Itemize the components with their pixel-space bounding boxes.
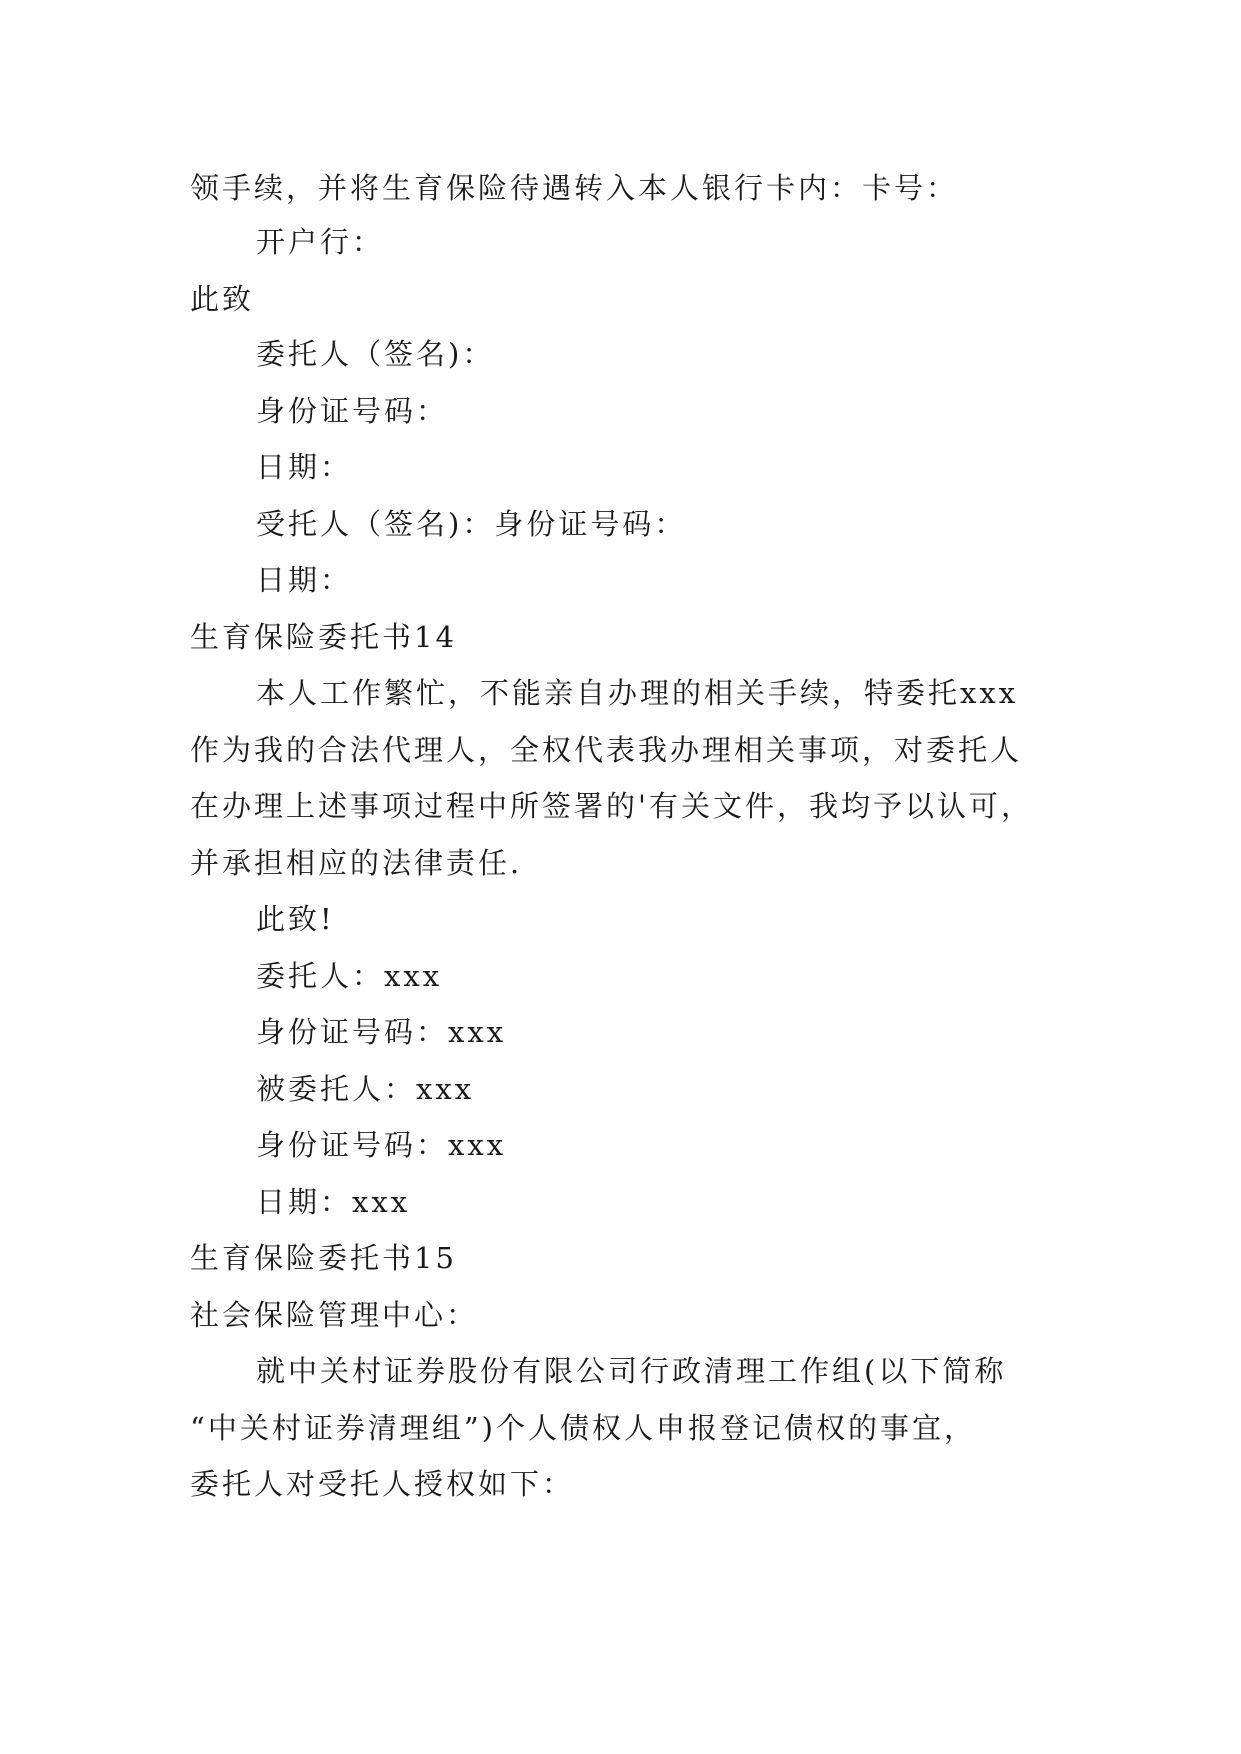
text-line: 日期： [256, 563, 353, 597]
text-line: 委托人：xxx [256, 959, 443, 993]
text-line: 在办理上述事项过程中所签署的'有关文件，我均予以认可， [190, 789, 1033, 823]
text-line: 日期：xxx [256, 1185, 411, 1219]
text-line: 本人工作繁忙，不能亲自办理的相关手续，特委托xxx [256, 676, 1019, 710]
text-line: 开户行： [256, 225, 385, 259]
text-line: 作为我的合法代理人，全权代表我办理相关事项，对委托人 [190, 733, 1023, 767]
text-line: 被委托人：xxx [256, 1072, 475, 1106]
text-line: 社会保险管理中心： [190, 1298, 479, 1332]
text-line: 就中关村证券股份有限公司行政清理工作组(以下简称 [256, 1354, 1007, 1388]
text-line: 委托人（签名)： [256, 337, 495, 371]
text-line: 身份证号码：xxx [256, 1015, 507, 1049]
text-line: “中关村证券清理组”)个人债权人申报登记债权的事宜， [190, 1411, 976, 1445]
text-line: 身份证号码： [256, 394, 449, 428]
text-line: 身份证号码：xxx [256, 1128, 507, 1162]
text-line: 领手续，并将生育保险待遇转入本人银行卡内：卡号： [190, 171, 959, 205]
text-line: 委托人对受托人授权如下： [190, 1467, 575, 1501]
section-heading: 生育保险委托书14 [190, 620, 457, 654]
text-line: 日期： [256, 450, 353, 484]
text-line: 此致! [256, 902, 335, 936]
section-heading: 生育保险委托书15 [190, 1241, 457, 1275]
text-line: 此致 [190, 282, 255, 316]
text-line: 并承担相应的法律责任. [190, 846, 523, 880]
text-line: 受托人（签名)：身份证号码： [256, 507, 687, 541]
